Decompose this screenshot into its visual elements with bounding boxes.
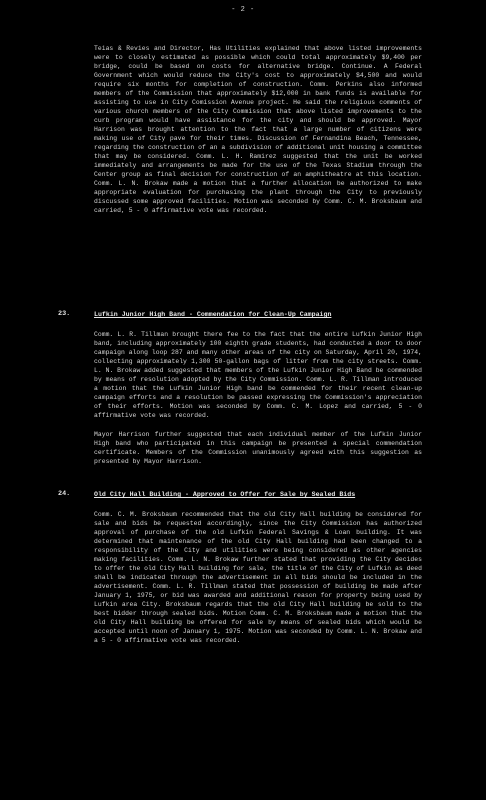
item-heading-24: Old City Hall Building - Approved to Offer for Sale by Sealed Bids (94, 491, 356, 498)
page-number: - 2 - (231, 6, 255, 14)
paragraph-item-24: Comm. C. M. Broksbaum recommended that the old City Hall building be considered for sale and bids be requested accordingly, since the City Commission has authorized approval of purchase of the old Lufkin Federal Savings & Loan building. It was determined that maintenance of the old City Hall building had been changed to a responsibility of the City and utilities were being considered as other agencies making facilities. Comm. L. N. Brokaw further stated that providing the City decides to offer the old City Hall building for sale, the title of the City of Lufkin as deed shall be indicated through the advertisement in all bids should be included in the advertisement. Comm. L. R. Tillman stated that possession of building be made after January 1, 1975, or bid was awarded and additional reason for property being used by Lufkin area City. Broksbaum regards that the old City Hall building be sold to the best bidder through sealed bids. Motion Comm. C. M. Broksbaum made a motion that the old City Hall building be offered for sale by means of sealed bids which would be accepted until noon of January 1, 1975. Motion was seconded by Comm. L. N. Brokaw and a 5 - 0 affirmative vote was recorded. (94, 511, 422, 644)
item-heading-23: Lufkin Junior High Band - Commendation for Clean-Up Campaign (94, 311, 332, 318)
paragraph-item-23-followup: Mayor Harrison further suggested that each individual member of the Lufkin Junior High band who participated in this campaign be presented a special commendation certificate. Members of the Commission unanimously agreed with this suggestion as presented by Mayor Harrison. (94, 431, 422, 465)
item-number-24: 24. (58, 490, 71, 498)
item-number-23: 23. (58, 310, 71, 318)
paragraph-item-23: Comm. L. R. Tillman brought there fee to the fact that the entire Lufkin Junior High band, including approximately 100 eighth grade students, had conducted a door to door campaign along loop 287 and many other areas of the city on Saturday, April 20, 1974, collecting approximately 1,300 50-gallon bags of litter from the city streets. Comm. L. N. Brokaw added suggested that members of the Lufkin Junior High Band be commended by means of resolution adopted by the City Commission. Comm. L. R. Tillman introduced a motion that the Lufkin Junior High band be commended for their recent clean-up campaign efforts and a resolution be passed expressing the Commission's appreciation of their efforts. Motion was seconded by Comm. C. M. Lopez and carried, 5 - 0 affirmative vote was recorded. (94, 331, 422, 419)
paragraph-intro: Teias & Revies and Director, Has Utilities explained that above listed improvements were to closely estimated as possible which could total approximately $9,400 per bridge, could be based on costs for alternative bridge. Continue. A Federal Government which would reduce the City's cost to approximately $4,500 and would require six months for completion of construction. Comm. Perkins also informed members of the Commission that approximately $12,000 in bank funds is available for assisting to use in City Comission Avenue project. He said the religious comments of various church members of the City Commission that above listed improvements to the curb program would have assistance for the city and should be approved. Mayor Harrison was brought attention to the fact that a large number of citizens were making use of City pave for their times. Discussion of Fernandina Beach, Tennessee, regarding the construction of an a subdivision of additional unit housing a committee that may be considered. Comm. L. H. Ramirez suggested that the unit be worked immediately and arrangements be made for the use of the Texas Stadium through the Center group as final decision for construction of an amphitheatre at this location. Comm. L. N. Brokaw made a motion that a further allocation be authorized to make appropriate evaluation for purchasing the plant through the City to previously discussed some approved facilities. Motion was seconded by Comm. C. M. Broksbaum and carried, 5 - 0 affirmative vote was recorded. (94, 45, 422, 214)
